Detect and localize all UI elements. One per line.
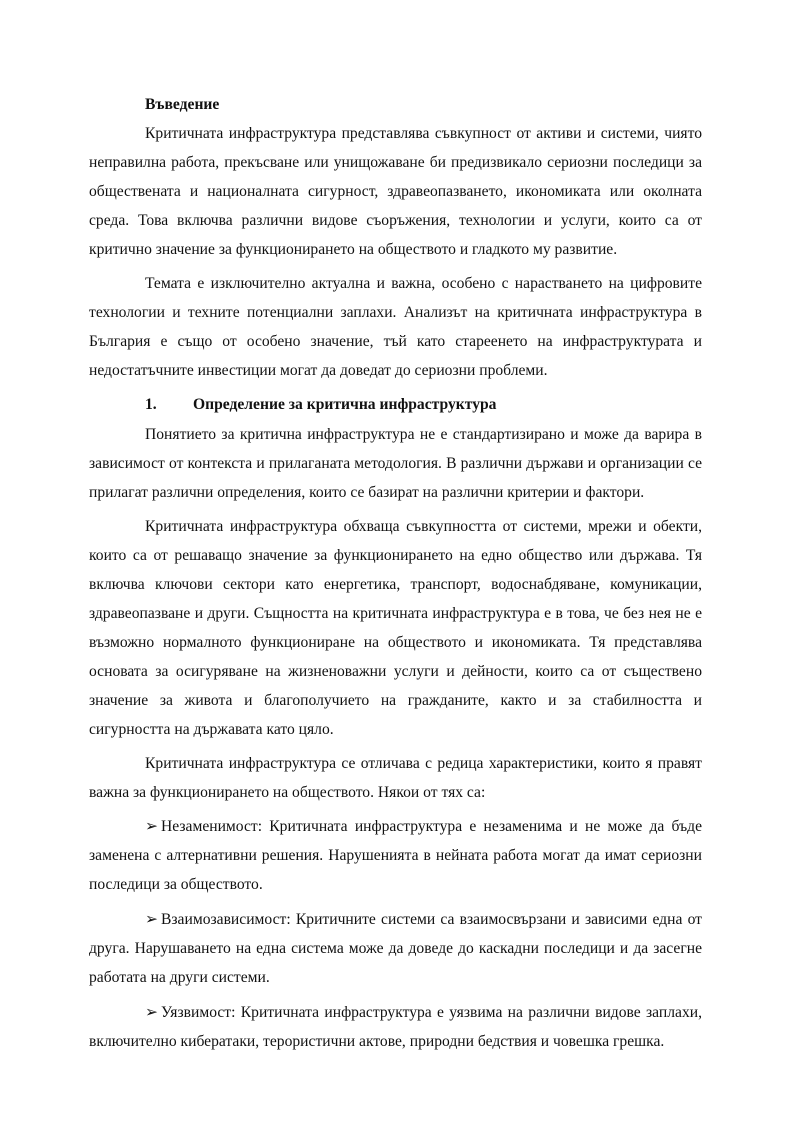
section-title: Определение за критична инфраструктура [193,396,497,413]
document-page [89,90,702,1062]
arrow-bullet-icon: ➢ [145,911,159,928]
intro-paragraph-1: Критичната инфраструктура представлява съвкупност от активи и системи, чиято неправилна работа, прекъсване или унищожаване би предизвикало сериозни последици за обществената и националната сигурност, здравеопазването, икономиката или околната среда. Това включва различни видове съоръжения, технологии и услуги, които са от критично значение за функционирането на обществото и гладкото му развитие. [89,125,702,258]
section-paragraph-3: Критичната инфраструктура се отличава с редица характеристики, които я правят важна за функционирането на обществото. Някои от тях са: [89,755,702,801]
bullet-item-irreplaceability [89,812,702,899]
bullet-text: Незаменимост: Критичната инфраструктура е незаменима и не може да бъде заменена с алтернативни решения. Нарушенията в нейната работа могат да имат сериозни последици за обществото. [89,818,702,893]
bullet-item-interdependence [89,905,702,992]
intro-heading: Въведение [145,96,220,113]
section-paragraph-2: Критичната инфраструктура обхваща съвкупността от системи, мрежи и обекти, които са от решаващо значение за функционирането на едно общество или държава. Тя включва ключови сектори като енергетика, транспорт, водоснабдяване, комуникации, здравеопазване и други. Същността на критичната инфраструктура е в това, че без нея не е възможно нормалното функциониране на обществото и икономиката. Тя представлява основата за осигуряване на жизненоважни услуги и дейности, които са от съществено значение за живота и благополучието на гражданите, както и за стабилността и сигурността на държавата като цяло. [89,518,702,738]
section-heading [89,390,702,419]
arrow-bullet-icon: ➢ [145,818,159,835]
bullet-text: Уязвимост: Критичната инфраструктура е уязвима на различни видове заплахи, включително кибератаки, терористични актове, природни бедствия и човешка грешка. [89,1004,702,1050]
intro-paragraph-2: Темата е изключително актуална и важна, особено с нарастването на цифровите технологии и техните потенциални заплахи. Анализът на критичната инфраструктура в България е също от особено значение, тъй като стареенето на инфраструктурата и недостатъчните инвестиции могат да доведат до сериозни проблеми. [89,275,702,379]
section-number: 1. [145,396,157,413]
arrow-bullet-icon: ➢ [145,1004,159,1021]
section-paragraph-1: Понятието за критична инфраструктура не е стандартизирано и може да варира в зависимост от контекста и прилаганата методология. В различни държави и организации се прилагат различни определения, които се базират на различни критерии и фактори. [89,426,702,501]
bullet-text: Взаимозависимост: Критичните системи са взаимосвързани и зависими една от друга. Нарушаването на една система може да доведе до каскадни последици и да засегне работата на други системи. [89,911,702,986]
bullet-item-vulnerability [89,998,702,1056]
